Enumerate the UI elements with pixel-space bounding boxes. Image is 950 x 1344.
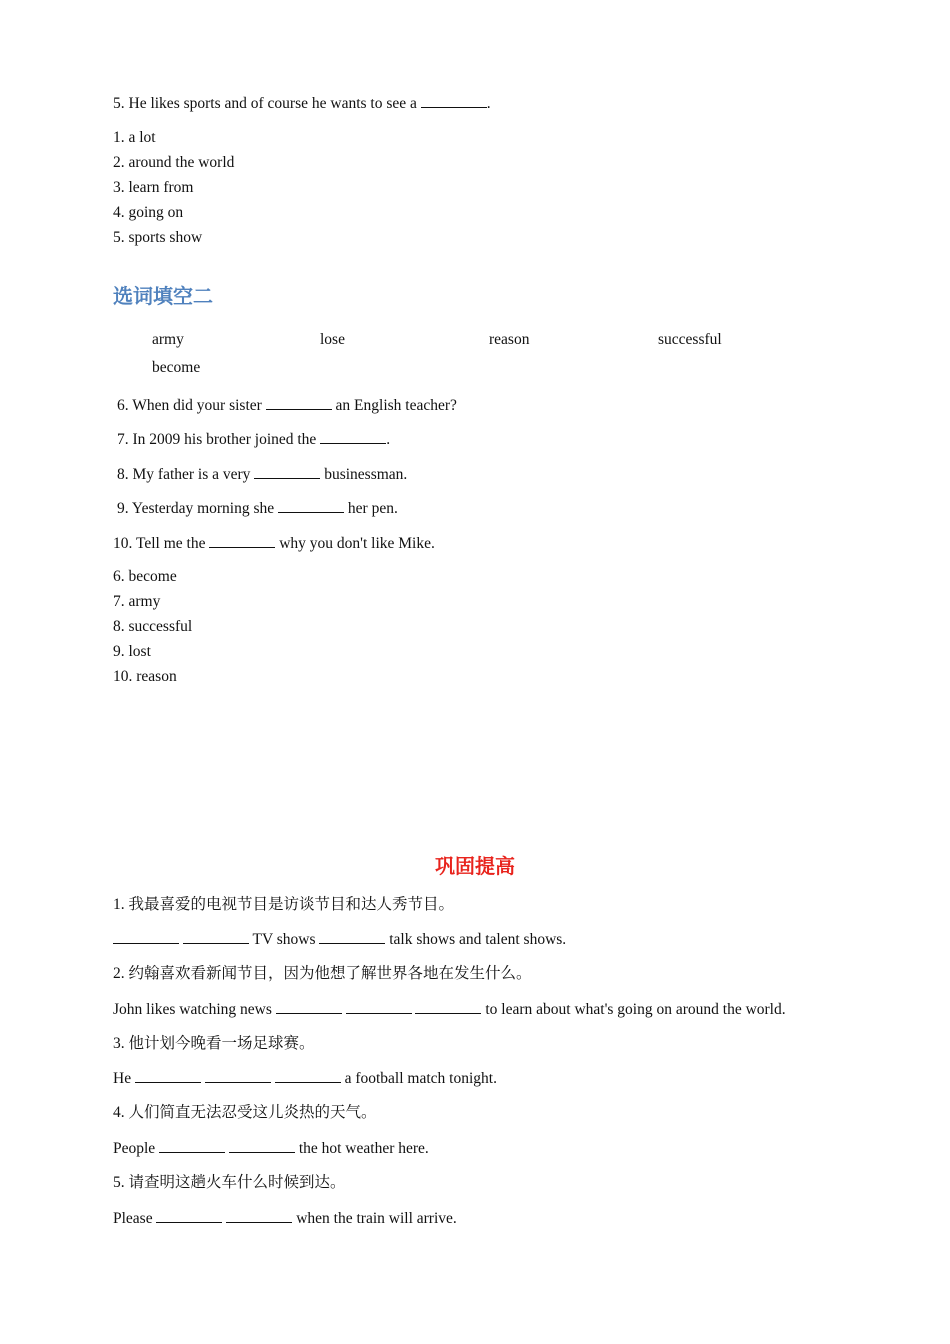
line-1-end: talk shows and talent shows. — [385, 931, 567, 948]
answer-blank[interactable] — [156, 1210, 222, 1223]
line-3-end: a football match tonight. — [340, 1070, 497, 1087]
question-7 — [117, 430, 390, 450]
answer-blank[interactable] — [229, 1140, 295, 1153]
question-6-suffix: an English teacher? — [331, 397, 457, 414]
question-6 — [117, 396, 457, 416]
answer-blank[interactable] — [346, 1001, 412, 1014]
question-8-prefix: 8. My father is a very — [117, 466, 255, 483]
line-5-start: Please — [113, 1210, 157, 1227]
answer-blank[interactable] — [266, 397, 332, 410]
translation-prompt-2: 2. 约翰喜欢看新闻节目，因为他想了解世界各地在发生什么。 — [113, 965, 532, 982]
word-bank-item: successful — [658, 331, 722, 348]
translation-line-3 — [113, 1069, 497, 1089]
answer-item: 4. going on — [113, 204, 184, 221]
translation-line-5 — [113, 1209, 457, 1229]
word-bank-item: become — [152, 359, 201, 376]
question-8 — [117, 465, 407, 485]
word-bank-item: lose — [320, 331, 345, 348]
answer-blank[interactable] — [226, 1210, 292, 1223]
answer-item: 6. become — [113, 568, 177, 585]
question-5 — [113, 94, 491, 114]
answer-blank[interactable] — [205, 1070, 271, 1083]
line-2-end: to learn about what's going on around the world. — [481, 1001, 786, 1018]
line-2-start: John likes watching news — [113, 1001, 276, 1018]
question-9-prefix: 9. Yesterday morning she — [117, 500, 279, 517]
answer-blank[interactable] — [278, 500, 344, 513]
word-bank-item: reason — [489, 331, 530, 348]
question-6-prefix: 6. When did your sister — [117, 397, 266, 414]
answer-blank[interactable] — [421, 95, 487, 108]
question-10-suffix: why you don't like Mike. — [275, 535, 435, 552]
line-4-start: People — [113, 1140, 160, 1157]
word-bank-item: army — [152, 331, 184, 348]
question-9-suffix: her pen. — [344, 500, 398, 517]
answer-blank[interactable] — [415, 1001, 481, 1014]
question-7-suffix: . — [386, 431, 391, 448]
line-4-end: the hot weather here. — [294, 1140, 429, 1157]
translation-prompt-3: 3. 他计划今晚看一场足球赛。 — [113, 1035, 315, 1052]
question-5-suffix: . — [486, 95, 491, 112]
answer-item: 9. lost — [113, 643, 151, 660]
answer-blank[interactable] — [254, 466, 320, 479]
answer-blank[interactable] — [113, 931, 179, 944]
translation-line-4 — [113, 1139, 429, 1159]
question-5-prefix: 5. He likes sports and of course he wants to see a — [113, 95, 421, 112]
question-8-suffix: businessman. — [320, 466, 408, 483]
section-heading-blue: 选词填空二 — [113, 284, 213, 308]
question-10 — [113, 534, 435, 554]
answer-item: 10. reason — [113, 668, 177, 685]
answer-blank[interactable] — [209, 535, 275, 548]
translation-prompt-1: 1. 我最喜爱的电视节目是访谈节目和达人秀节目。 — [113, 896, 455, 913]
line-1-mid: TV shows — [248, 931, 320, 948]
answer-blank[interactable] — [159, 1140, 225, 1153]
translation-line-1 — [113, 930, 566, 950]
line-5-end: when the train will arrive. — [292, 1210, 457, 1227]
answer-item: 1. a lot — [113, 129, 156, 146]
answer-item: 8. successful — [113, 618, 193, 635]
question-9 — [117, 499, 398, 519]
question-10-prefix: 10. Tell me the — [113, 535, 210, 552]
answer-item: 5. sports show — [113, 229, 203, 246]
answer-item: 7. army — [113, 593, 161, 610]
line-3-start: He — [113, 1070, 135, 1087]
section-heading-red: 巩固提高 — [435, 854, 515, 878]
answer-blank[interactable] — [183, 931, 249, 944]
question-7-prefix: 7. In 2009 his brother joined the — [117, 431, 321, 448]
answer-blank[interactable] — [320, 431, 386, 444]
translation-line-2 — [113, 1000, 786, 1020]
answer-blank[interactable] — [319, 931, 385, 944]
answer-blank[interactable] — [275, 1070, 341, 1083]
translation-prompt-5: 5. 请查明这趟火车什么时候到达。 — [113, 1174, 346, 1191]
answer-item: 3. learn from — [113, 179, 194, 196]
answer-blank[interactable] — [135, 1070, 201, 1083]
translation-prompt-4: 4. 人们简直无法忍受这儿炎热的天气。 — [113, 1104, 377, 1121]
answer-blank[interactable] — [276, 1001, 342, 1014]
answer-item: 2. around the world — [113, 154, 235, 171]
